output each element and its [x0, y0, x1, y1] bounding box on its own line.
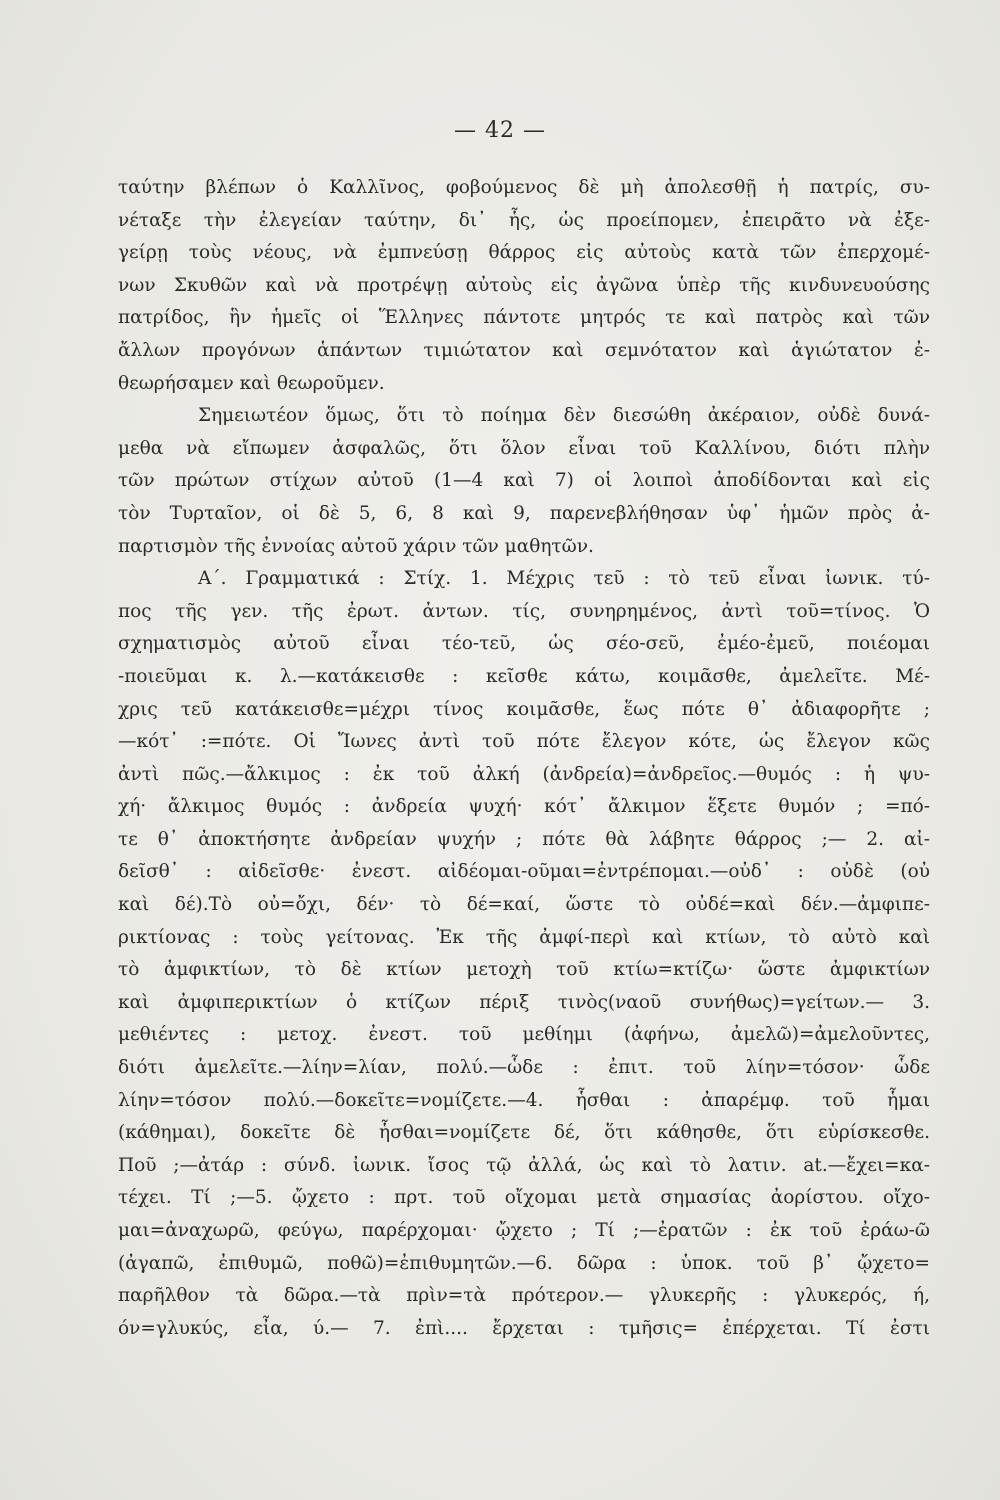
- text-line: μεθιέντες : μετοχ. ἐνεστ. τοῦ μεθίημι (ἀφήνω, ἀμελῶ)=ἀμελοῦντες,: [118, 1024, 930, 1046]
- text-line: τὸ ἀμφικτίων, τὸ δὲ κτίων μετοχὴ τοῦ κτίω=κτίζω· ὥστε ἀμφικτίων: [118, 959, 930, 981]
- text-line: παρῆλθον τὰ δῶρα.—τὰ πρὶν=τὰ πρότερον.— γλυκερῆς : γλυκερός, ή,: [118, 1285, 930, 1307]
- text-line: γείρῃ τοὺς νέους, νὰ ἐμπνεύσῃ θάρρος εἰς αὐτοὺς κατὰ τῶν ἐπερχομέ-: [118, 242, 930, 264]
- text-line: πατρίδος, ἣν ἡμεῖς οἱ Ἕλληνες πάντοτε μητρός τε καὶ πατρὸς καὶ τῶν: [118, 307, 930, 329]
- text-line: διότι ἀμελεῖτε.—λίην=λίαν, πολύ.—ὧδε : ἐπιτ. τοῦ λίην=τόσον· ὧδε: [118, 1057, 930, 1079]
- text-line: (κάθημαι), δοκεῖτε δὲ ἧσθαι=νομίζετε δέ, ὅτι κάθησθε, ὅτι εὑρίσκεσθε.: [118, 1122, 930, 1144]
- paragraph-note: [118, 400, 930, 563]
- text-line: Ποῦ ;—ἀτάρ : σύνδ. ἰωνικ. ἴσος τῷ ἀλλά, ὡς καὶ τὸ λατιν. at.—ἔχει=κα-: [118, 1154, 930, 1176]
- text-line: Α΄. Γραμματικά : Στίχ. 1. Μέχρις τεῦ : τὸ τεῦ εἶναι ἰωνικ. τύ-: [198, 568, 930, 590]
- text-line: χρις τεῦ κατάκεισθε=μέχρι τίνος κοιμᾶσθε, ἕως πότε θ᾽ ἀδιαφορῆτε ;: [118, 698, 930, 720]
- text-line: παρτισμὸν τῆς ἐννοίας αὐτοῦ χάριν τῶν μαθητῶν.: [118, 535, 594, 557]
- paragraph-narrative: [118, 172, 930, 400]
- page-number: — 42 —: [454, 118, 546, 143]
- text-line: καὶ ἀμφιπερικτίων ὁ κτίζων πέριξ τινὸς(ναοῦ συνήθως)=γείτων.— 3.: [118, 991, 930, 1013]
- text-line: λίην=τόσον πολύ.—δοκεῖτε=νομίζετε.—4. ἧσθαι : ἀπαρέμφ. τοῦ ἧμαι: [118, 1089, 930, 1111]
- text-line: θεωρήσαμεν καὶ θεωροῦμεν.: [118, 372, 385, 394]
- text-line: σχηματισμὸς αὐτοῦ εἶναι τέο-τεῦ, ὡς σέο-σεῦ, ἐμέο-ἐμεῦ, ποιέομαι: [118, 633, 930, 655]
- text-line: -ποιεῦμαι κ. λ.—κατάκεισθε : κεῖσθε κάτω, κοιμᾶσθε, ἀμελεῖτε. Μέ-: [118, 665, 930, 687]
- text-line: τὸν Τυρταῖον, οἱ δὲ 5, 6, 8 καὶ 9, παρενεβλήθησαν ὑφ᾽ ἡμῶν πρὸς ἀ-: [118, 502, 930, 524]
- text-line: ταύτην βλέπων ὁ Καλλῖνος, φοβούμενος δὲ μὴ ἀπολεσθῇ ἡ πατρίς, συ-: [118, 177, 930, 198]
- text-line: τε θ᾽ ἀποκτήσητε ἀνδρείαν ψυχήν ; πότε θὰ λάβητε θάρρος ;— 2. αἰ-: [118, 828, 930, 850]
- text-line: Σημειωτέον ὅμως, ὅτι τὸ ποίημα δὲν διεσώθη ἀκέραιον, οὐδὲ δυνά-: [198, 405, 930, 427]
- text-line: ἀντὶ πῶς.—ἄλκιμος : ἐκ τοῦ ἀλκή (ἀνδρεία)=ἀνδρεῖος.—θυμός : ἡ ψυ-: [118, 763, 930, 785]
- text-line: τέχει. Τί ;—5. ᾤχετο : πρτ. τοῦ οἴχομαι μετὰ σημασίας ἀορίστου. οἴχο-: [118, 1187, 930, 1209]
- text-line: —κότ᾽ :=πότε. Οἱ Ἴωνες ἀντὶ τοῦ πότε ἔλεγον κότε, ὡς ἔλεγον κῶς: [118, 731, 930, 753]
- text-line: νέταξε τὴν ἐλεγείαν ταύτην, δι᾽ ἧς, ὡς προείπομεν, ἐπειρᾶτο νὰ ἐξε-: [118, 209, 930, 231]
- text-line: μεθα νὰ εἴπωμεν ἀσφαλῶς, ὅτι ὅλον εἶναι τοῦ Καλλίνου, διότι πλὴν: [118, 437, 930, 459]
- text-line: χή· ἄλκιμος θυμός : ἀνδρεία ψυχή· κότ᾽ ἄλκιμον ἕξετε θυμόν ; =πό-: [118, 796, 930, 818]
- text-line: τῶν πρώτων στίχων αὐτοῦ (1—4 καὶ 7) οἱ λοιποὶ ἀποδίδονται καὶ εἰς: [118, 470, 930, 492]
- paragraph-grammar: [118, 563, 930, 1345]
- text-line: νων Σκυθῶν καὶ νὰ προτρέψῃ αὐτοὺς εἰς ἀγῶνα ὑπὲρ τῆς κινδυνευούσης: [118, 274, 930, 296]
- text-line: μαι=ἀναχωρῶ, φεύγω, παρέρχομαι· ᾤχετο ; Τί ;—ἐρατῶν : ἐκ τοῦ ἐράω-ῶ: [118, 1220, 930, 1241]
- text-line: ρικτίονας : τοὺς γείτονας. Ἐκ τῆς ἀμφί-περὶ καὶ κτίων, τὸ αὐτὸ καὶ: [118, 926, 930, 948]
- text-line: δεῖσθ᾽ : αἰδεῖσθε· ἐνεστ. αἰδέομαι-οῦμαι=ἐντρέπομαι.—οὐδ᾽ : οὐδὲ (οὐ: [118, 861, 930, 883]
- body-text: [118, 172, 930, 1345]
- text-line: ἄλλων προγόνων ἁπάντων τιμιώτατον καὶ σεμνότατον καὶ ἁγιώτατον ἐ-: [118, 339, 930, 361]
- text-line: όν=γλυκύς, εἶα, ύ.— 7. ἐπὶ.... ἔρχεται : τμῆσις= ἐπέρχεται. Τί ἐστι: [118, 1317, 930, 1339]
- text-line: καὶ δέ).Τὸ οὐ=ὄχι, δέν· τὸ δέ=καί, ὥστε τὸ οὐδέ=καὶ δέν.—ἀμφιπε-: [118, 894, 930, 916]
- text-line: πος τῆς γεν. τῆς ἐρωτ. ἀντων. τίς, συνηρημένος, ἀντὶ τοῦ=τίνος. Ὁ: [118, 600, 930, 622]
- text-line: (ἀγαπῶ, ἐπιθυμῶ, ποθῶ)=ἐπιθυμητῶν.—6. δῶρα : ὑποκ. τοῦ β᾽ ᾤχετο=: [118, 1252, 930, 1274]
